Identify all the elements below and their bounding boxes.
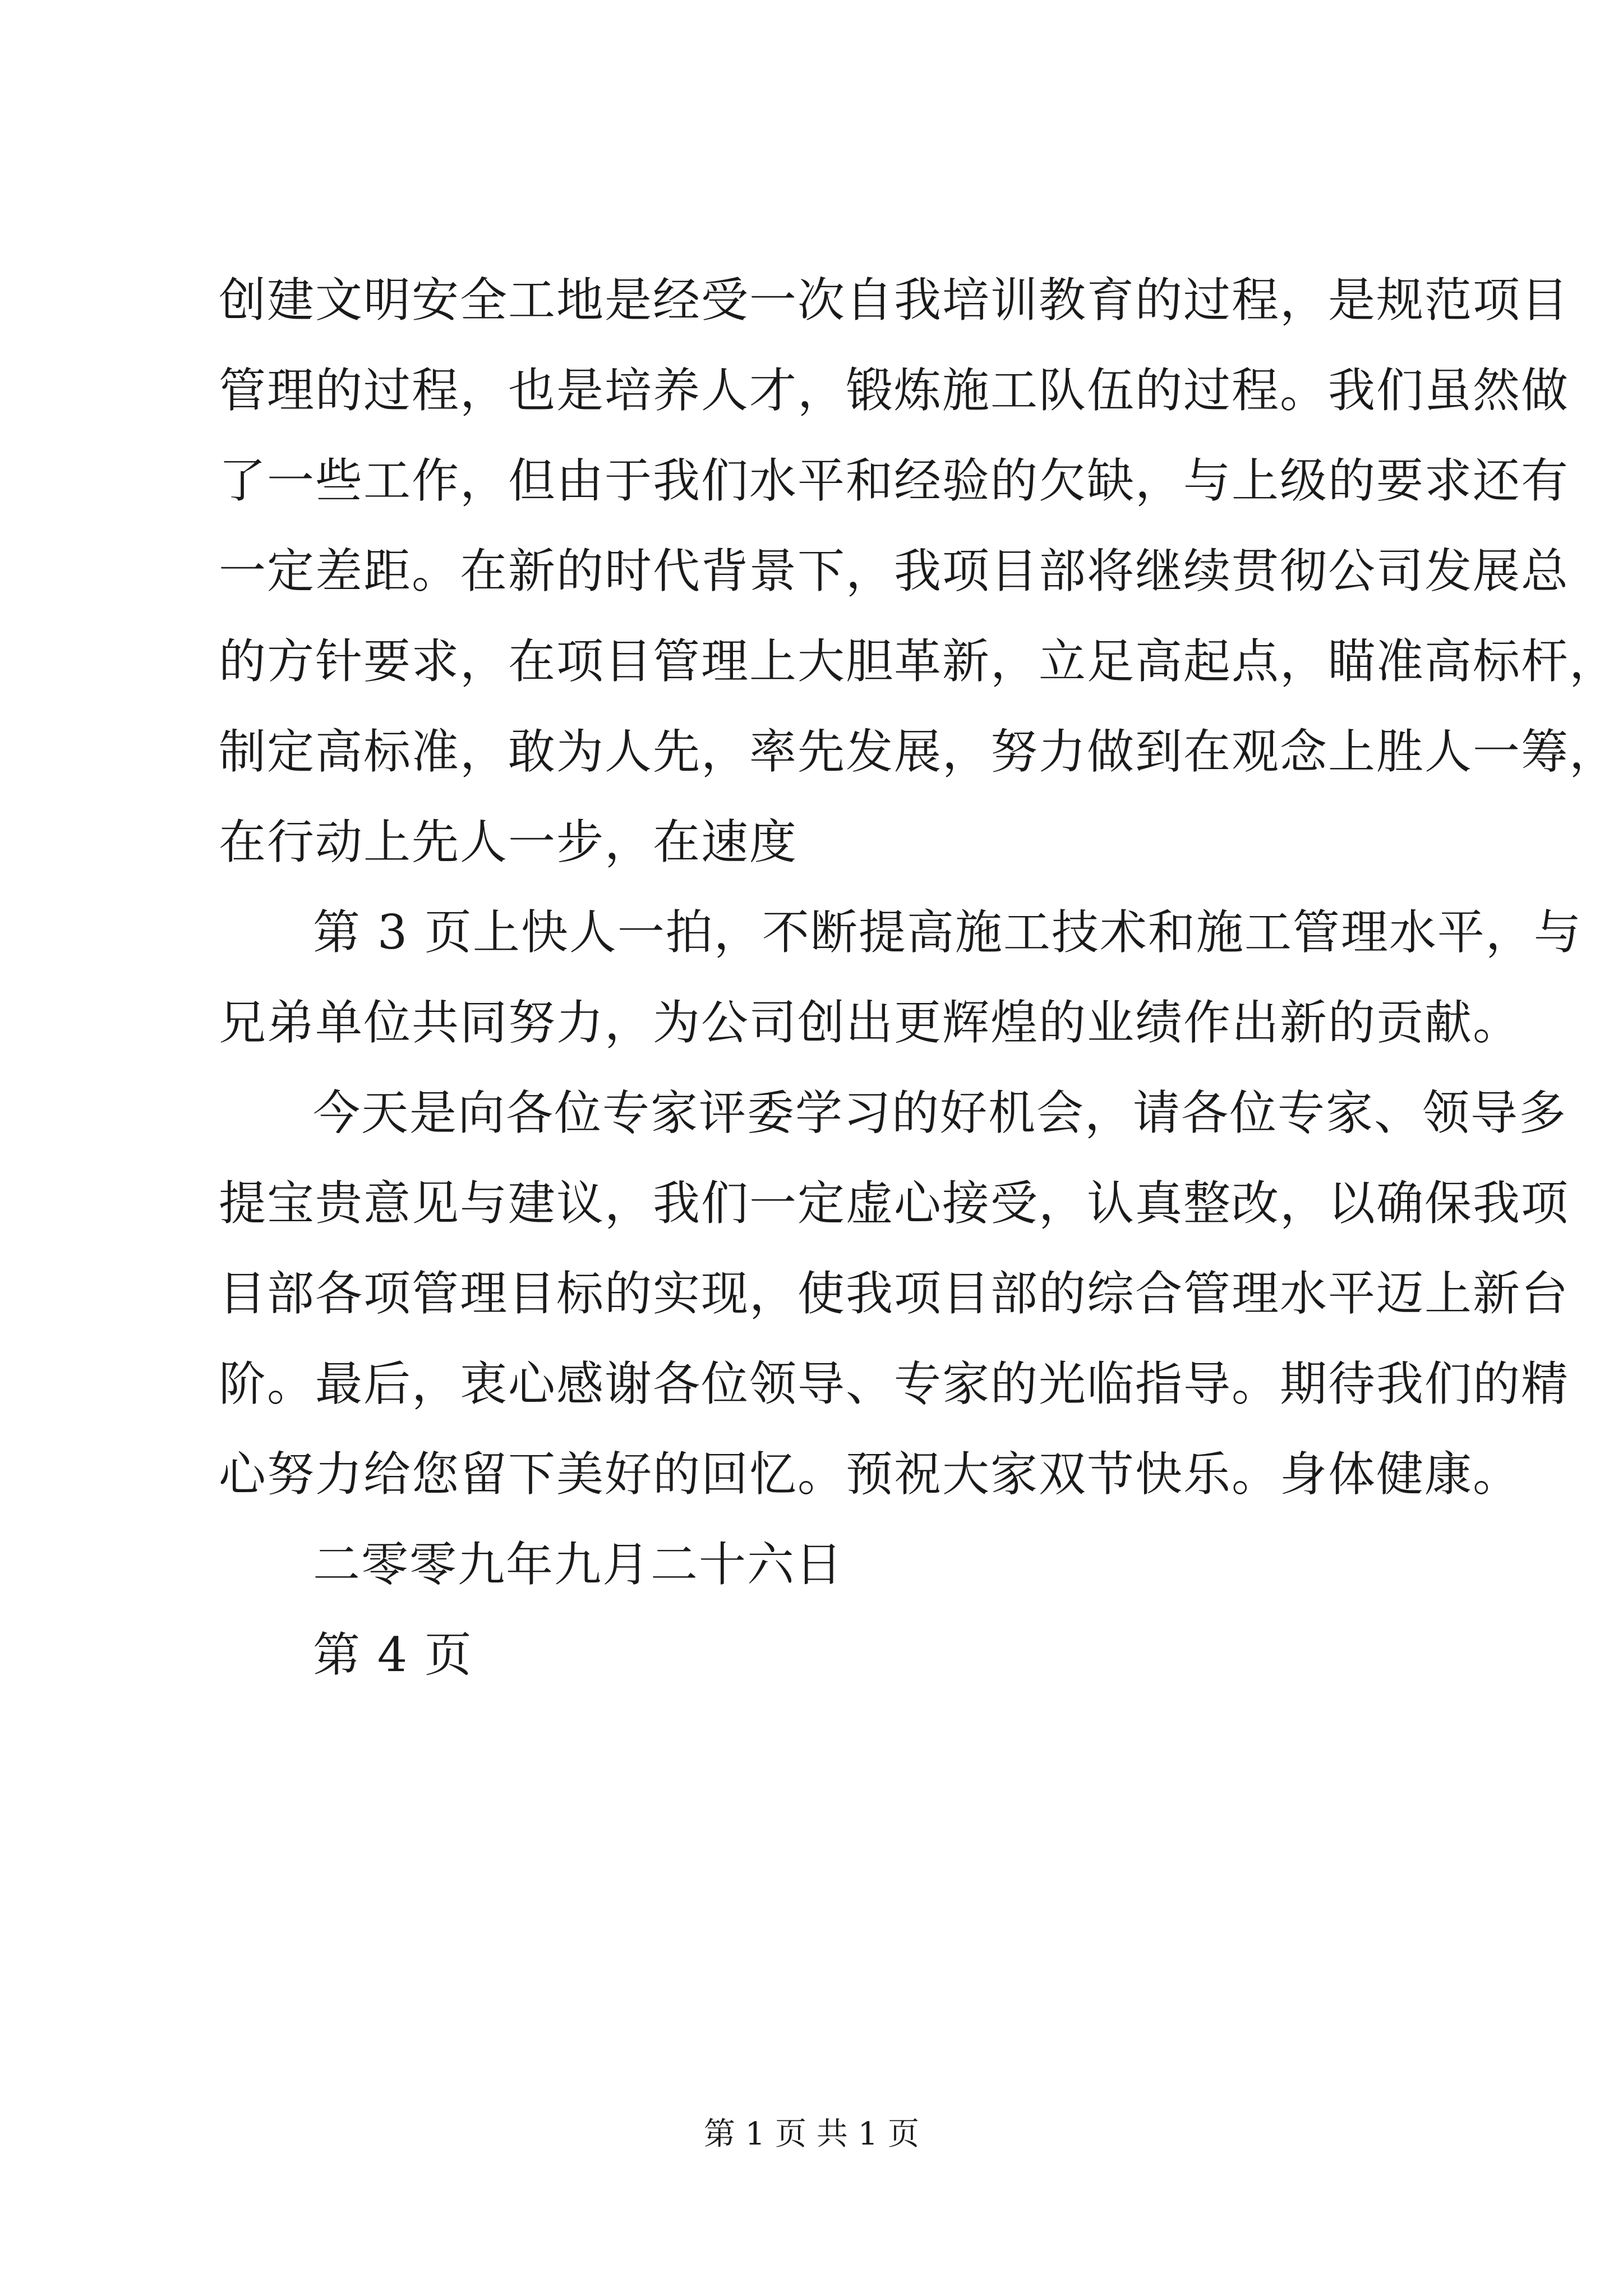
date-paragraph [219, 1520, 1413, 1610]
text-line: 兄弟单位共同努力，为公司创出更辉煌的业绩作出新的贡献。 [219, 995, 1521, 1050]
text-line: 阶。最后，衷心感谢各位领导、专家的光临指导。期待我们的精 [219, 1356, 1570, 1411]
text-line: 的方针要求，在项目管理上大胆革新，立足高起点，瞄准高标杆， [219, 634, 1618, 689]
text-line: 目部各项管理目标的实现，使我项目部的综合管理水平迈上新台 [219, 1266, 1570, 1321]
paragraph-1 [219, 255, 1618, 887]
text-line: 在行动上先人一步，在速度 [219, 815, 798, 869]
date-line: 二零零九年九月二十六日 [313, 1537, 844, 1592]
text-line: 提宝贵意见与建议，我们一定虚心接受，认真整改，以确保我项 [219, 1176, 1570, 1231]
text-line: 管理的过程，也是培养人才，锻炼施工队伍的过程。我们虽然做 [219, 363, 1570, 418]
text-line: 一定差距。在新的时代背景下，我项目部将继续贯彻公司发展总 [219, 544, 1570, 599]
paragraph-3 [219, 1068, 1570, 1520]
text-line: 制定高标准，敢为人先，率先发展，努力做到在观念上胜人一筹， [219, 724, 1618, 779]
paragraph-2 [219, 887, 1582, 1068]
body-text [219, 255, 1618, 1700]
text-line: 了一些工作，但由于我们水平和经验的欠缺，与上级的要求还有 [219, 453, 1570, 508]
text-line: 心努力给您留下美好的回忆。预祝大家双节快乐。身体健康。 [219, 1447, 1521, 1502]
page-marker-line: 第 4 页 [313, 1627, 473, 1682]
page-footer: 第 1 页 共 1 页 [703, 2116, 920, 2152]
text-line: 第 3 页上快人一拍，不断提高施工技术和施工管理水平，与 [313, 905, 1582, 960]
text-line: 今天是向各位专家评委学习的好机会，请各位专家、领导多 [313, 1085, 1567, 1140]
page-marker-paragraph [219, 1610, 1413, 1700]
text-line: 创建文明安全工地是经受一次自我培训教育的过程，是规范项目 [219, 273, 1570, 328]
